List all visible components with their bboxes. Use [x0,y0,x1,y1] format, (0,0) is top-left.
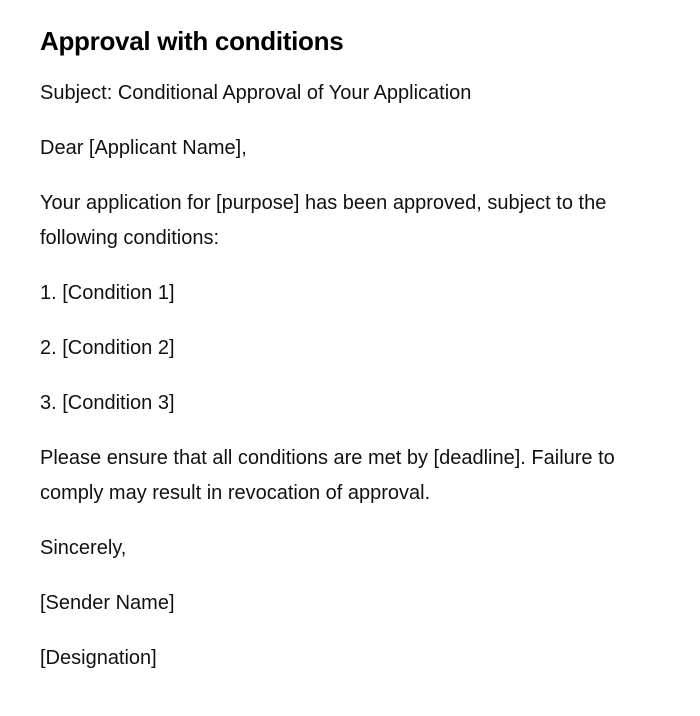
deadline-paragraph: Please ensure that all conditions are met by [deadline]. Failure to comply may result in revocation of approval. [40,447,615,504]
document-title: Approval with conditions [40,26,344,56]
subject-line: Subject: Conditional Approval of Your Application [40,82,472,104]
condition-item-1: 1. [Condition 1] [40,282,175,304]
closing: Sincerely, [40,537,127,559]
designation: [Designation] [40,647,157,669]
sender-name: [Sender Name] [40,592,175,614]
condition-item-2: 2. [Condition 2] [40,337,175,359]
salutation: Dear [Applicant Name], [40,137,247,159]
condition-item-3: 3. [Condition 3] [40,392,175,414]
intro-paragraph: Your application for [purpose] has been approved, subject to the following conditions: [40,192,607,249]
